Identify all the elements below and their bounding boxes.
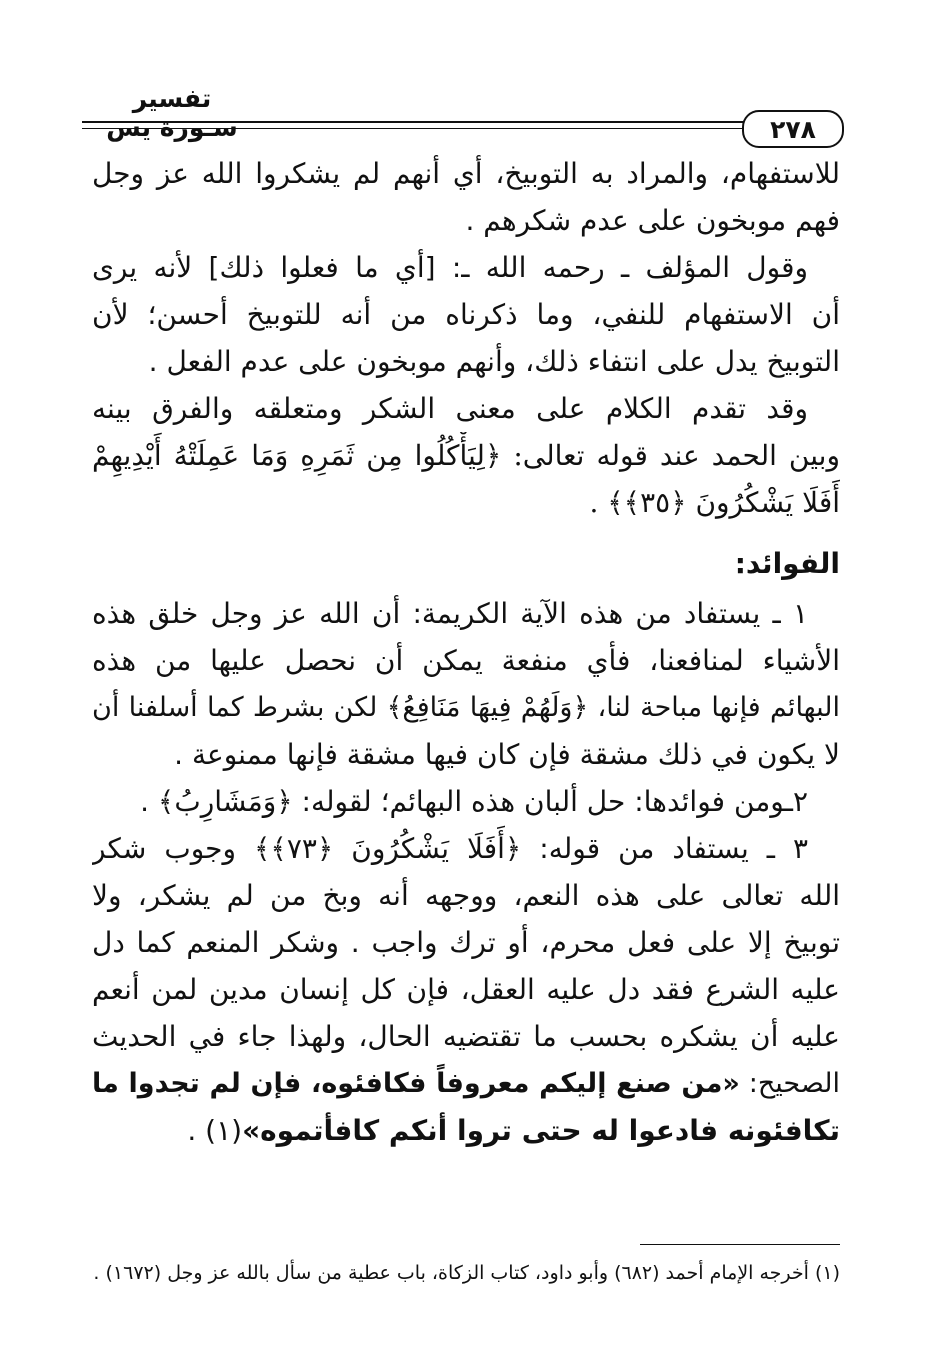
text-line: ١ ـ يستفاد من هذه الآية الكريمة: أن الله عز وجل خلق هذه bbox=[92, 597, 808, 630]
text-line: وقد تقدم الكلام على معنى الشكر ومتعلقه والفرق بينه bbox=[92, 392, 808, 425]
text-line: لا يكون في ذلك مشقة فإن كان فيها مشقة فإنها ممنوعة . bbox=[174, 738, 840, 771]
text-line: أن الاستفهام للنفي، وما ذكرناه من أنه للتوبيخ أحسن؛ لأن bbox=[92, 298, 840, 331]
page-body bbox=[92, 150, 840, 1154]
footnote-marker: (١) . bbox=[187, 1114, 243, 1147]
running-header-title: تفسير سـورة يس bbox=[106, 84, 238, 142]
hadith-quote: تكافئونه فادعوا له حتى تروا أنكم كافأتموه» bbox=[242, 1114, 840, 1147]
text-line-with-verse: ٣ ـ يستفاد من قوله: ﴿أَفَلَا يَشْكُرُونَ ﴿٧٣﴾﴾ وجوب شكر bbox=[92, 832, 809, 865]
text-line-with-verse: البهائم فإنها مباحة لنا، ﴿وَلَهُمْ فِيهَا مَنَافِعُ﴾ لكن بشرط كما أسلفنا أن bbox=[92, 692, 840, 723]
hadith-quote: «من صنع إليكم معروفاً فكافئوه، فإن لم تجدوا ما bbox=[92, 1068, 740, 1099]
verse-line: أَفَلَا يَشْكُرُونَ ﴿٣٥﴾﴾ . bbox=[589, 486, 840, 519]
text-line: توبيخ إلا على فعل محرم، أو ترك واجب . وشكر المنعم كما دل bbox=[92, 926, 840, 959]
text-line: الأشياء لمنافعنا، فأي منفعة يمكن أن نحصل عليها من هذه bbox=[92, 644, 840, 677]
text-line-hadith bbox=[92, 1107, 840, 1154]
text-line: للاستفهام، والمراد به التوبيخ، أي أنهم لم يشكروا الله عز وجل bbox=[92, 157, 840, 190]
text-line: الله تعالى على هذه النعم، ووجهه أنه وبخ من لم يشكر، ولا bbox=[92, 879, 840, 912]
header-rule-thin bbox=[82, 128, 747, 129]
header-rule bbox=[82, 121, 747, 123]
text-line: وقول المؤلف ـ رحمه الله ـ: [أي ما فعلوا ذلك] لأنه يرى bbox=[92, 251, 808, 284]
text-line: عليه الشرع فقد دل عليه العقل، فإن كل إنسان مدين لمن أنعم bbox=[92, 973, 840, 1006]
text-run: الصحيح: bbox=[739, 1068, 840, 1099]
text-line-with-verse: وبين الحمد عند قوله تعالى: ﴿لِيَأْكُلُوا مِن ثَمَرِهِ وَمَا عَمِلَتْهُ أَيْدِيهِمْ bbox=[92, 439, 840, 472]
footnote: (١) أخرجه الإمام أحمد (٦٨٢) وأبو داود، كتاب الزكاة، باب عطية من سأل بالله عز وجل (١٦٧٢) . bbox=[93, 1262, 840, 1284]
text-line: عليه أن يشكره بحسب ما تقتضيه الحال، ولهذا جاء في الحديث bbox=[92, 1020, 840, 1053]
text-line-with-verse: ٢ـومن فوائدها: حل ألبان هذه البهائم؛ لقوله: ﴿وَمَشَارِبُ﴾ . bbox=[140, 785, 808, 818]
text-line: فهم موبخون على عدم شكرهم . bbox=[465, 204, 840, 237]
section-heading-benefits: الفوائد: bbox=[734, 547, 840, 580]
text-line-hadith bbox=[92, 1060, 840, 1107]
page-number-badge: ٢٧٨ bbox=[742, 110, 844, 148]
text-line: التوبيخ يدل على انتفاء ذلك، وأنهم موبخون على عدم الفعل . bbox=[148, 345, 840, 378]
footnote-separator bbox=[640, 1244, 840, 1245]
